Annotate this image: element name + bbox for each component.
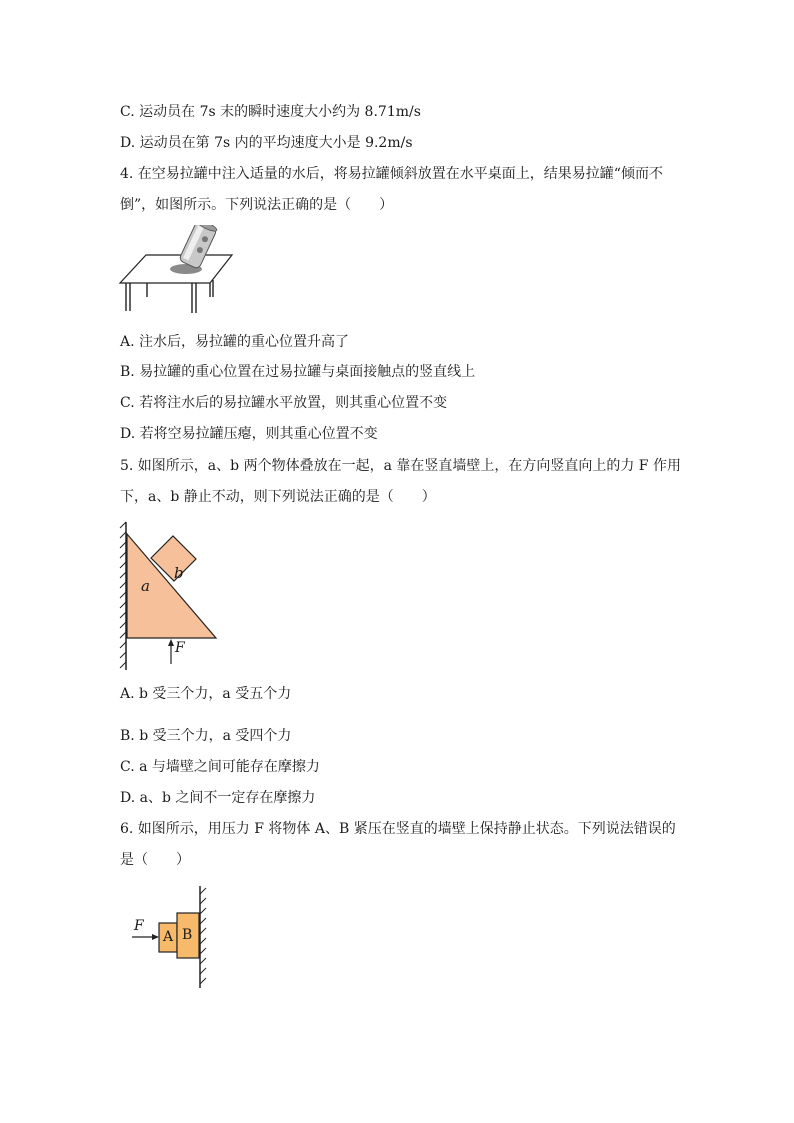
q4-option-b: B. 易拉罐的重心位置在过易拉罐与桌面接触点的竖直线上 (120, 364, 476, 380)
label-a: a (141, 577, 150, 595)
force-arrowhead (152, 934, 159, 940)
q5-option-a: A. b 受三个力，a 受五个力 (120, 686, 292, 702)
q5-stem-line2: 下，a、b 静止不动，则下列说法正确的是（ ） (120, 489, 436, 505)
q6-stem-line2: 是（ ） (120, 852, 190, 868)
q3-option-c: C. 运动员在 7s 末的瞬时速度大小约为 8.71m/s (120, 104, 421, 120)
wall-hatch (120, 522, 126, 668)
force-arrowhead (168, 639, 174, 646)
q6-stem-line1: 6. 如图所示，用压力 F 将物体 A、B 紧压在竖直的墙壁上保持静止状态。下列说法错误的 (120, 821, 676, 837)
label-f: F (134, 918, 144, 934)
q4-stem-line2: 倒”，如图所示。下列说法正确的是（ ） (120, 197, 394, 213)
q4-option-a: A. 注水后，易拉罐的重心位置升高了 (120, 334, 350, 350)
q4-stem-line1: 4. 在空易拉罐中注入适量的水后，将易拉罐倾斜放置在水平桌面上，结果易拉罐“倾而不 (120, 166, 663, 182)
q4-option-c: C. 若将注水后的易拉罐水平放置，则其重心位置不变 (120, 395, 448, 411)
q5-option-b: B. b 受三个力，a 受四个力 (120, 728, 292, 744)
q4-figure-can-on-table (118, 225, 238, 317)
wall-hatch (200, 888, 206, 984)
q6-figure-blocks (128, 884, 212, 990)
q3-option-d: D. 运动员在第 7s 内的平均速度大小是 9.2m/s (120, 135, 413, 151)
q5-option-d: D. a、b 之间不一定存在摩擦力 (120, 790, 316, 806)
label-block-b: B (182, 927, 193, 943)
q4-option-d: D. 若将空易拉罐压瘪，则其重心位置不变 (120, 426, 378, 442)
q5-figure-wedge (118, 520, 228, 672)
label-block-a: A (163, 929, 174, 945)
label-b: b (174, 564, 184, 582)
label-f: F (175, 640, 185, 656)
q5-option-c: C. a 与墙壁之间可能存在摩擦力 (120, 759, 320, 775)
q5-stem-line1: 5. 如图所示，a、b 两个物体叠放在一起，a 靠在竖直墙壁上，在方向竖直向上的力 F 作用 (120, 458, 681, 474)
